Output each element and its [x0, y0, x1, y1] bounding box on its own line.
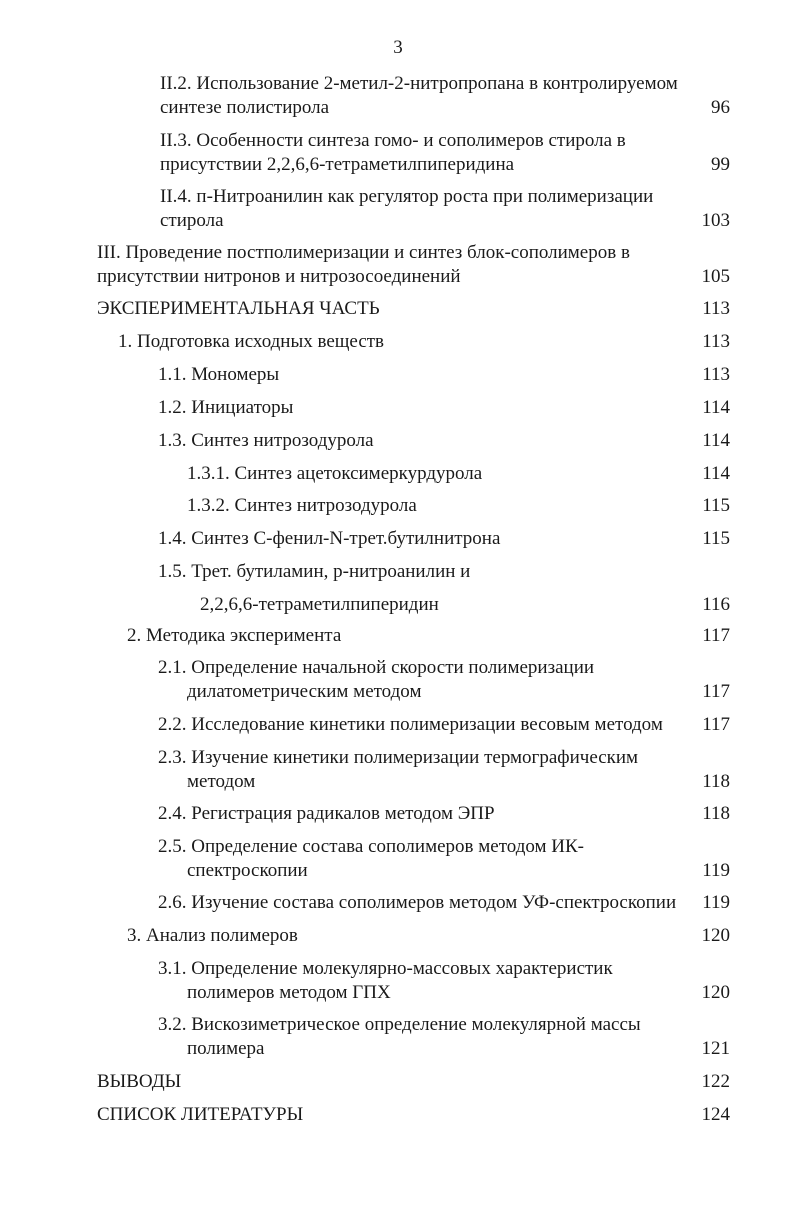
- toc-entry-title-line: спектроскопии: [187, 860, 308, 881]
- toc-entry-page-number: 117: [702, 714, 730, 735]
- toc-entry-page-number: 113: [702, 364, 730, 385]
- toc-entry-title-line: 3. Анализ полимеров: [127, 925, 298, 946]
- toc-entry-page-number: 105: [701, 266, 730, 287]
- toc-entry-page-number: 103: [701, 210, 730, 231]
- toc-entry-title-line: ЭКСПЕРИМЕНТАЛЬНАЯ ЧАСТЬ: [97, 298, 380, 319]
- toc-entry-title-line: 1.4. Синтез С-фенил-N-трет.бутилнитрона: [158, 528, 501, 549]
- page-number: 3: [393, 37, 403, 58]
- toc-entry-title-line: 1. Подготовка исходных веществ: [118, 331, 385, 352]
- toc-entry-title-line: 1.3. Синтез нитрозодурола: [158, 430, 374, 451]
- toc-entry-page-number: 119: [702, 892, 730, 913]
- toc-entry-title-line: 1.1. Мономеры: [158, 364, 280, 385]
- toc-entry-title-line: полимеров методом ГПХ: [187, 982, 391, 1003]
- toc-entry-page-number: 117: [702, 681, 730, 702]
- toc-entry-title-line: 2,2,6,6-тетраметилпиперидин: [200, 594, 439, 615]
- toc-entry-page-number: 124: [701, 1104, 730, 1125]
- toc-entry-page-number: 121: [701, 1038, 730, 1059]
- toc-entry-page-number: 117: [702, 625, 730, 646]
- toc-entry-page-number: 119: [702, 860, 730, 881]
- toc-entry-page-number: 99: [711, 154, 730, 175]
- toc-entry-title-line: методом: [187, 771, 256, 792]
- toc-entry-title-line: присутствии нитронов и нитрозосоединений: [97, 266, 461, 287]
- toc-entry-title-line: стирола: [160, 210, 224, 231]
- toc-entry-page-number: 113: [702, 331, 730, 352]
- toc-entry-title-line: 1.5. Трет. бутиламин, р-нитроанилин и: [158, 561, 471, 582]
- toc-entry-title-line: 1.3.1. Синтез ацетоксимеркурдурола: [187, 463, 483, 484]
- toc-entry-title-line: 1.3.2. Синтез нитрозодурола: [187, 495, 417, 516]
- toc-entry-page-number: 114: [702, 463, 730, 484]
- toc-entry-page-number: 114: [702, 430, 730, 451]
- toc-entry-page-number: 118: [702, 803, 730, 824]
- toc-entry-title-line: 3.1. Определение молекулярно-массовых характеристик: [158, 958, 613, 979]
- toc-entry-title-line: II.2. Использование 2-метил-2-нитропропана в контролируемом: [160, 73, 678, 94]
- toc-entry-page-number: 114: [702, 397, 730, 418]
- toc-entry-title-line: дилатометрическим методом: [187, 681, 422, 702]
- toc-entry-page-number: 122: [701, 1071, 730, 1092]
- toc-entry-title-line: 2.4. Регистрация радикалов методом ЭПР: [158, 803, 495, 824]
- toc-entry-title-line: ВЫВОДЫ: [97, 1071, 182, 1092]
- toc-entry-title-line: III. Проведение постполимеризации и синтез блок-сополимеров в: [97, 242, 630, 263]
- toc-entry-page-number: 120: [701, 925, 730, 946]
- toc-entry-title-line: присутствии 2,2,6,6-тетраметилпиперидина: [160, 154, 515, 175]
- toc-entry-page-number: 115: [702, 528, 730, 549]
- toc-entry-page-number: 115: [702, 495, 730, 516]
- toc-entry-page-number: 113: [702, 298, 730, 319]
- toc-entry-page-number: 96: [711, 97, 730, 118]
- toc-entry-title-line: 2.6. Изучение состава сополимеров методом УФ-спектроскопии: [158, 892, 677, 913]
- toc-entry-title-line: 2. Методика эксперимента: [127, 625, 342, 646]
- toc-entry-title-line: 2.2. Исследование кинетики полимеризации весовым методом: [158, 714, 663, 735]
- toc-entry-title-line: 2.5. Определение состава сополимеров методом ИК-: [158, 836, 585, 857]
- toc-entry-page-number: 120: [701, 982, 730, 1003]
- toc-entry-title-line: II.4. п-Нитроанилин как регулятор роста при полимеризации: [160, 186, 654, 207]
- toc-entry-title-line: 3.2. Вискозиметрическое определение молекулярной массы: [158, 1014, 641, 1035]
- toc-entry-title-line: полимера: [187, 1038, 265, 1059]
- toc-entry-title-line: СПИСОК ЛИТЕРАТУРЫ: [97, 1104, 304, 1125]
- toc-entry-page-number: 118: [702, 771, 730, 792]
- toc-entry-title-line: 2.1. Определение начальной скорости полимеризации: [158, 657, 595, 678]
- toc-entry-title-line: II.3. Особенности синтеза гомо- и сополимеров стирола в: [160, 130, 626, 151]
- toc-entry-title-line: синтезе полистирола: [160, 97, 330, 118]
- toc-entry-page-number: 116: [702, 594, 730, 615]
- toc-entry-title-line: 2.3. Изучение кинетики полимеризации термографическим: [158, 747, 639, 768]
- toc-entry-title-line: 1.2. Инициаторы: [158, 397, 294, 418]
